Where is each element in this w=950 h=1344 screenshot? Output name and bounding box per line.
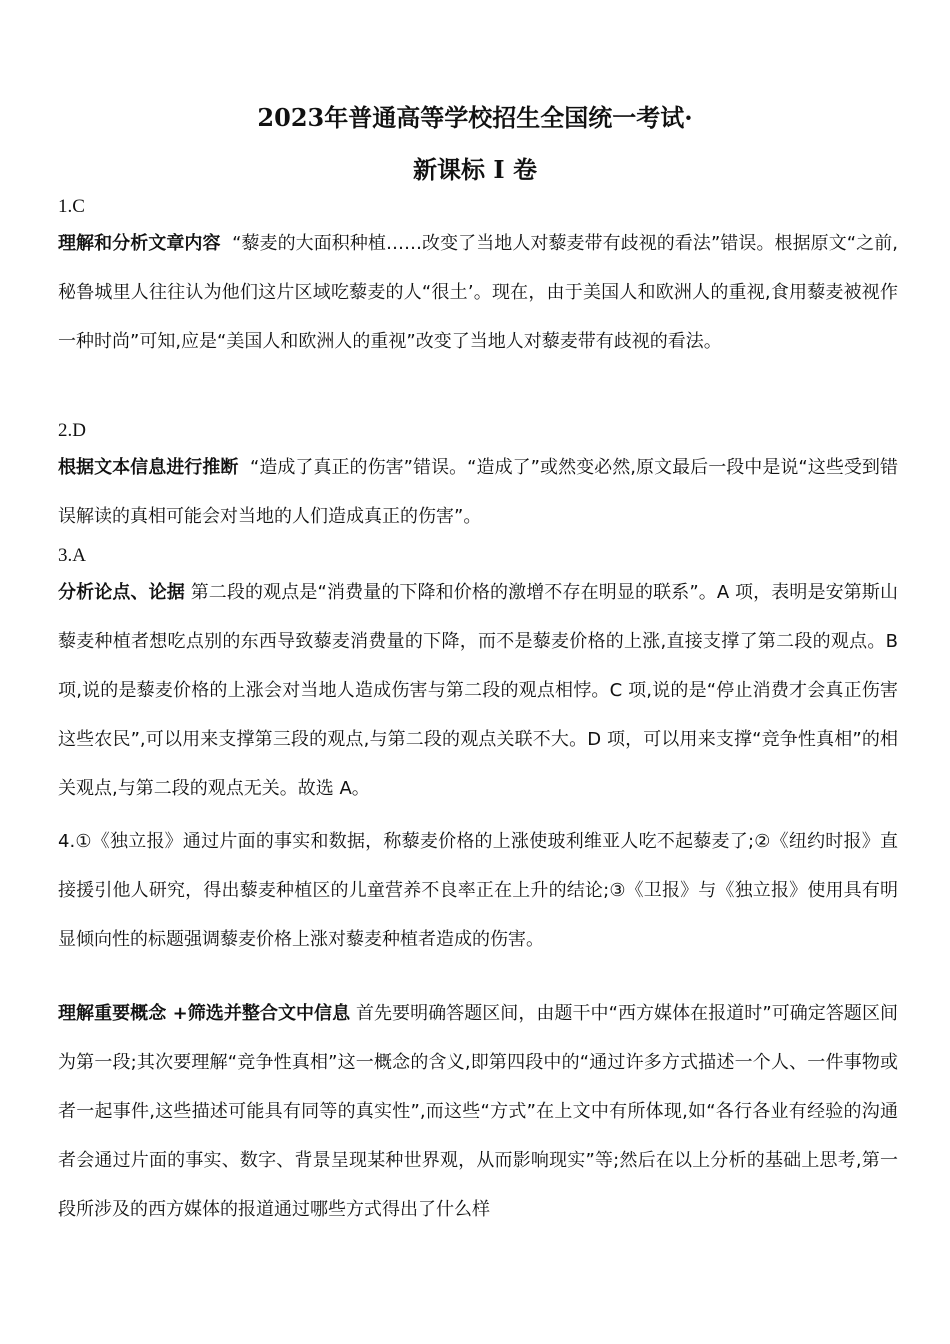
document-title: 2023年普通高等学校招生全国统一考试· [257,103,693,132]
answer-3-number: 3.A [58,545,86,566]
answer-1-text: “藜麦的大面积种植……改变了当地人对藜麦带有歧视的看法”错误。根据原文“之前,秘鲁城里人往往认为他们这片区域吃藜麦的人“很土’。现在，由于美国人和欧洲人的重视,食用藜麦被视作一种时尚”可知,应是“美国人和欧洲人的重视”改变了当地人对藜麦带有歧视的看法。 [58,233,898,352]
answer-2-text: “造成了真正的伤害”错误。“造成了”或然变必然,原文最后一段中是说“这些受到错误解读的真相可能会对当地的人们造成真正的伤害”。 [58,457,898,527]
answer-3-text: 第二段的观点是“消费量的下降和价格的激增不存在明显的联系”。A 项，表明是安第斯山藜麦种植者想吃点别的东西导致藜麦消费量的下降，而不是藜麦价格的上涨,直接支撑了第二段的观点。B 项,说的是藜麦价格的上涨会对当地人造成伤害与第二段的观点相悖。C 项,说的是“停止消费才会真正伤害这些农民”,可以用来支撑第三段的观点,与第二段的观点关联不大。D 项，可以用来支撑“竞争性真相”的相关观点,与第二段的观点无关。故选 A。 [58,582,898,799]
answer-1-number: 1.C [58,196,85,217]
answer-4-text: 4.①《独立报》通过片面的事实和数据，称藜麦价格的上涨使玻利维亚人吃不起藜麦了;②《纽约时报》直接援引他人研究，得出藜麦种植区的儿童营养不良率正在上升的结论;③《卫报》与《独立报》使用具有明显倾向性的标题强调藜麦价格上涨对藜麦种植者造成的伤害。 [58,831,898,950]
answer-4-label: 理解重要概念 +筛选并整合文中信息 [58,1003,351,1024]
answer-4-analysis-text: 首先要明确答题区间，由题干中“西方媒体在报道时”可确定答题区间为第一段;其次要理解“竞争性真相”这一概念的含义,即第四段中的“通过许多方式描述一个人、一件事物或者一起事件,这些描述可能具有同等的真实性”,而这些“方式”在上文中有所体现,如“各行各业有经验的沟通者会通过片面的事实、数字、背景呈现某种世界观，从而影响现实”等;然后在以上分析的基础上思考,第一段所涉及的西方媒体的报道通过哪些方式得出了什么样 [58,1003,898,1220]
document-subtitle: 新课标 I 卷 [413,155,537,184]
answer-1-label: 理解和分析文章内容 [58,233,221,254]
answer-4-analysis [58,989,898,1234]
answer-3-explanation [58,568,898,813]
answer-2-explanation [58,443,898,541]
answer-2-number: 2.D [58,420,86,441]
answer-1-explanation [58,219,898,366]
answer-3-label: 分析论点、论据 [58,582,185,603]
answer-2-label: 根据文本信息进行推断 [58,457,239,478]
